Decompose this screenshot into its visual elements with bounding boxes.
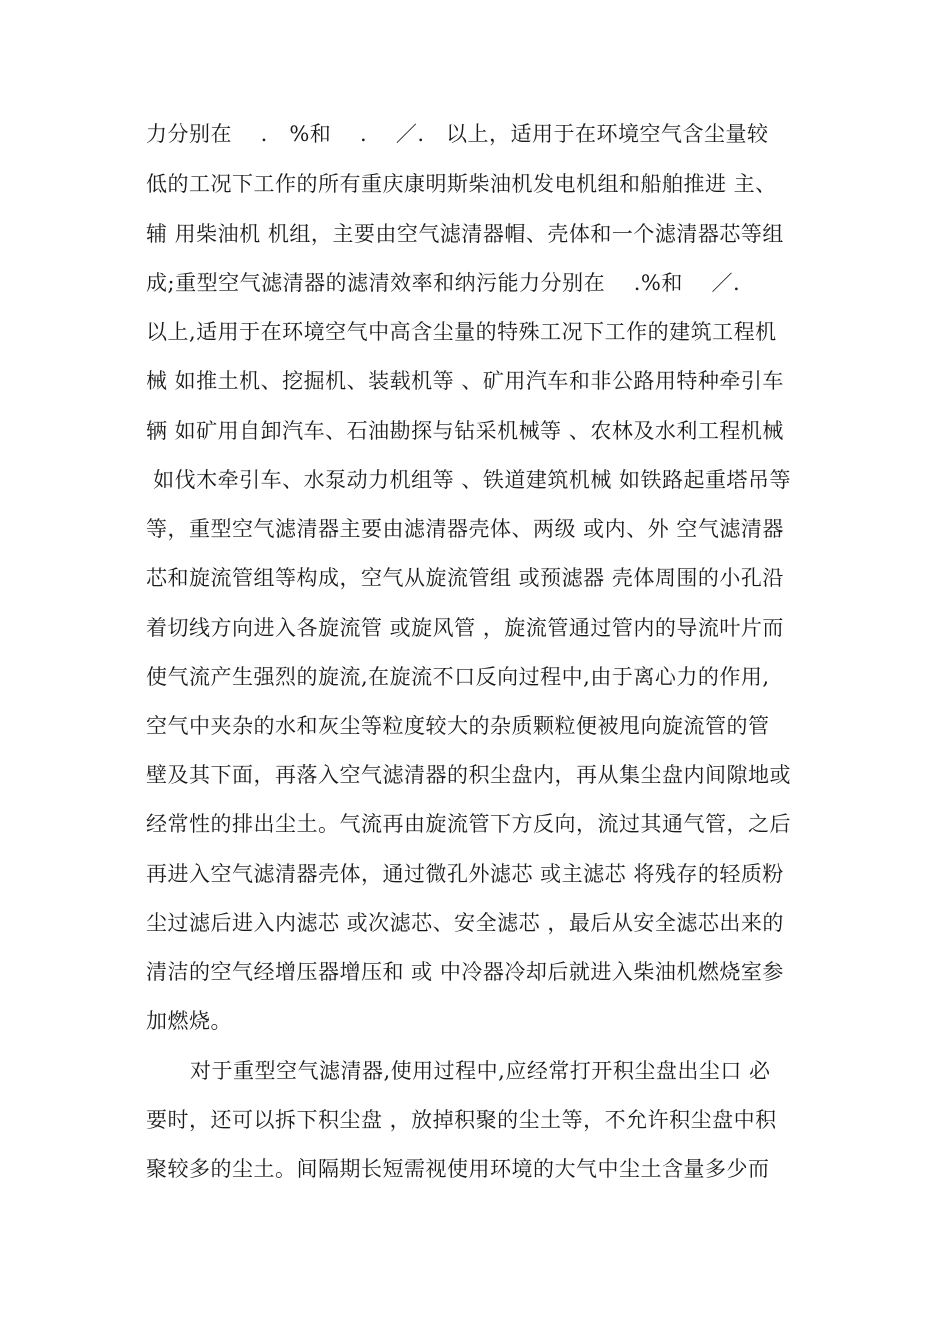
text-line: 低的工况下工作的所有重庆康明斯柴油机发电机组和船舶推进 主、 — [146, 172, 777, 196]
text-line: 空气中夹杂的水和灰尘等粒度较大的杂质颗粒便被甩向旋流管的管 — [146, 714, 770, 738]
paragraph-first-line: 对于重型空气滤清器,使用过程中,应经常打开积尘盘出尘口 必 — [190, 1059, 771, 1083]
text-line: 械 如推土机、挖掘机、装载机等 、矿用汽车和非公路用特种牵引车 — [146, 369, 784, 393]
text-line: 辆 如矿用自卸汽车、石油勘探与钻采机械等 、农林及水利工程机械 — [146, 419, 784, 443]
text-line: 辅 用柴油机 机组，主要由空气滤清器帽、壳体和一个滤清器芯等组 — [146, 222, 784, 246]
text-line: 力分别在 . %和 . ／. 以上，适用于在环境空气含尘量较 — [146, 122, 769, 146]
text-line: 以上,适用于在环境空气中高含尘量的特殊工况下工作的建筑工程机 — [146, 320, 777, 344]
text-line: 经常性的排出尘土。气流再由旋流管下方反向，流过其通气管，之后 — [146, 812, 791, 836]
text-line: 再进入空气滤清器壳体，通过微孔外滤芯 或主滤芯 将残存的轻质粉 — [146, 862, 784, 886]
text-line: 如伐木牵引车、水泵动力机组等 、铁道建筑机械 如铁路起重塔吊等 — [146, 468, 792, 492]
text-line: 要时，还可以拆下积尘盘 ，放掉积聚的尘土等，不允许积尘盘中积 — [146, 1108, 777, 1132]
text-line: 等，重型空气滤清器主要由滤清器壳体、两级 或内、外 空气滤清器 — [146, 517, 784, 541]
text-line: 加燃烧。 — [146, 1009, 232, 1033]
text-line: 成;重型空气滤清器的滤清效率和纳污能力分别在 .%和 ／. — [146, 271, 741, 295]
text-line: 着切线方向进入各旋流管 或旋风管 ，旋流管通过管内的导流叶片而 — [146, 616, 784, 640]
text-line: 清洁的空气经增压器增压和 或 中冷器冷却后就进入柴油机燃烧室参 — [146, 960, 784, 984]
text-line: 芯和旋流管组等构成，空气从旋流管组 或预滤器 壳体周围的小孔沿 — [146, 566, 784, 590]
text-line: 尘过滤后进入内滤芯 或次滤芯、安全滤芯 ，最后从安全滤芯出来的 — [146, 911, 784, 935]
text-line: 聚较多的尘土。间隔期长短需视使用环境的大气中尘土含量多少而 — [146, 1157, 770, 1181]
text-line: 壁及其下面，再落入空气滤清器的积尘盘内，再从集尘盘内间隙地或 — [146, 763, 791, 787]
text-line: 使气流产生强烈的旋流,在旋流不口反向过程中,由于离心力的作用, — [146, 665, 770, 689]
